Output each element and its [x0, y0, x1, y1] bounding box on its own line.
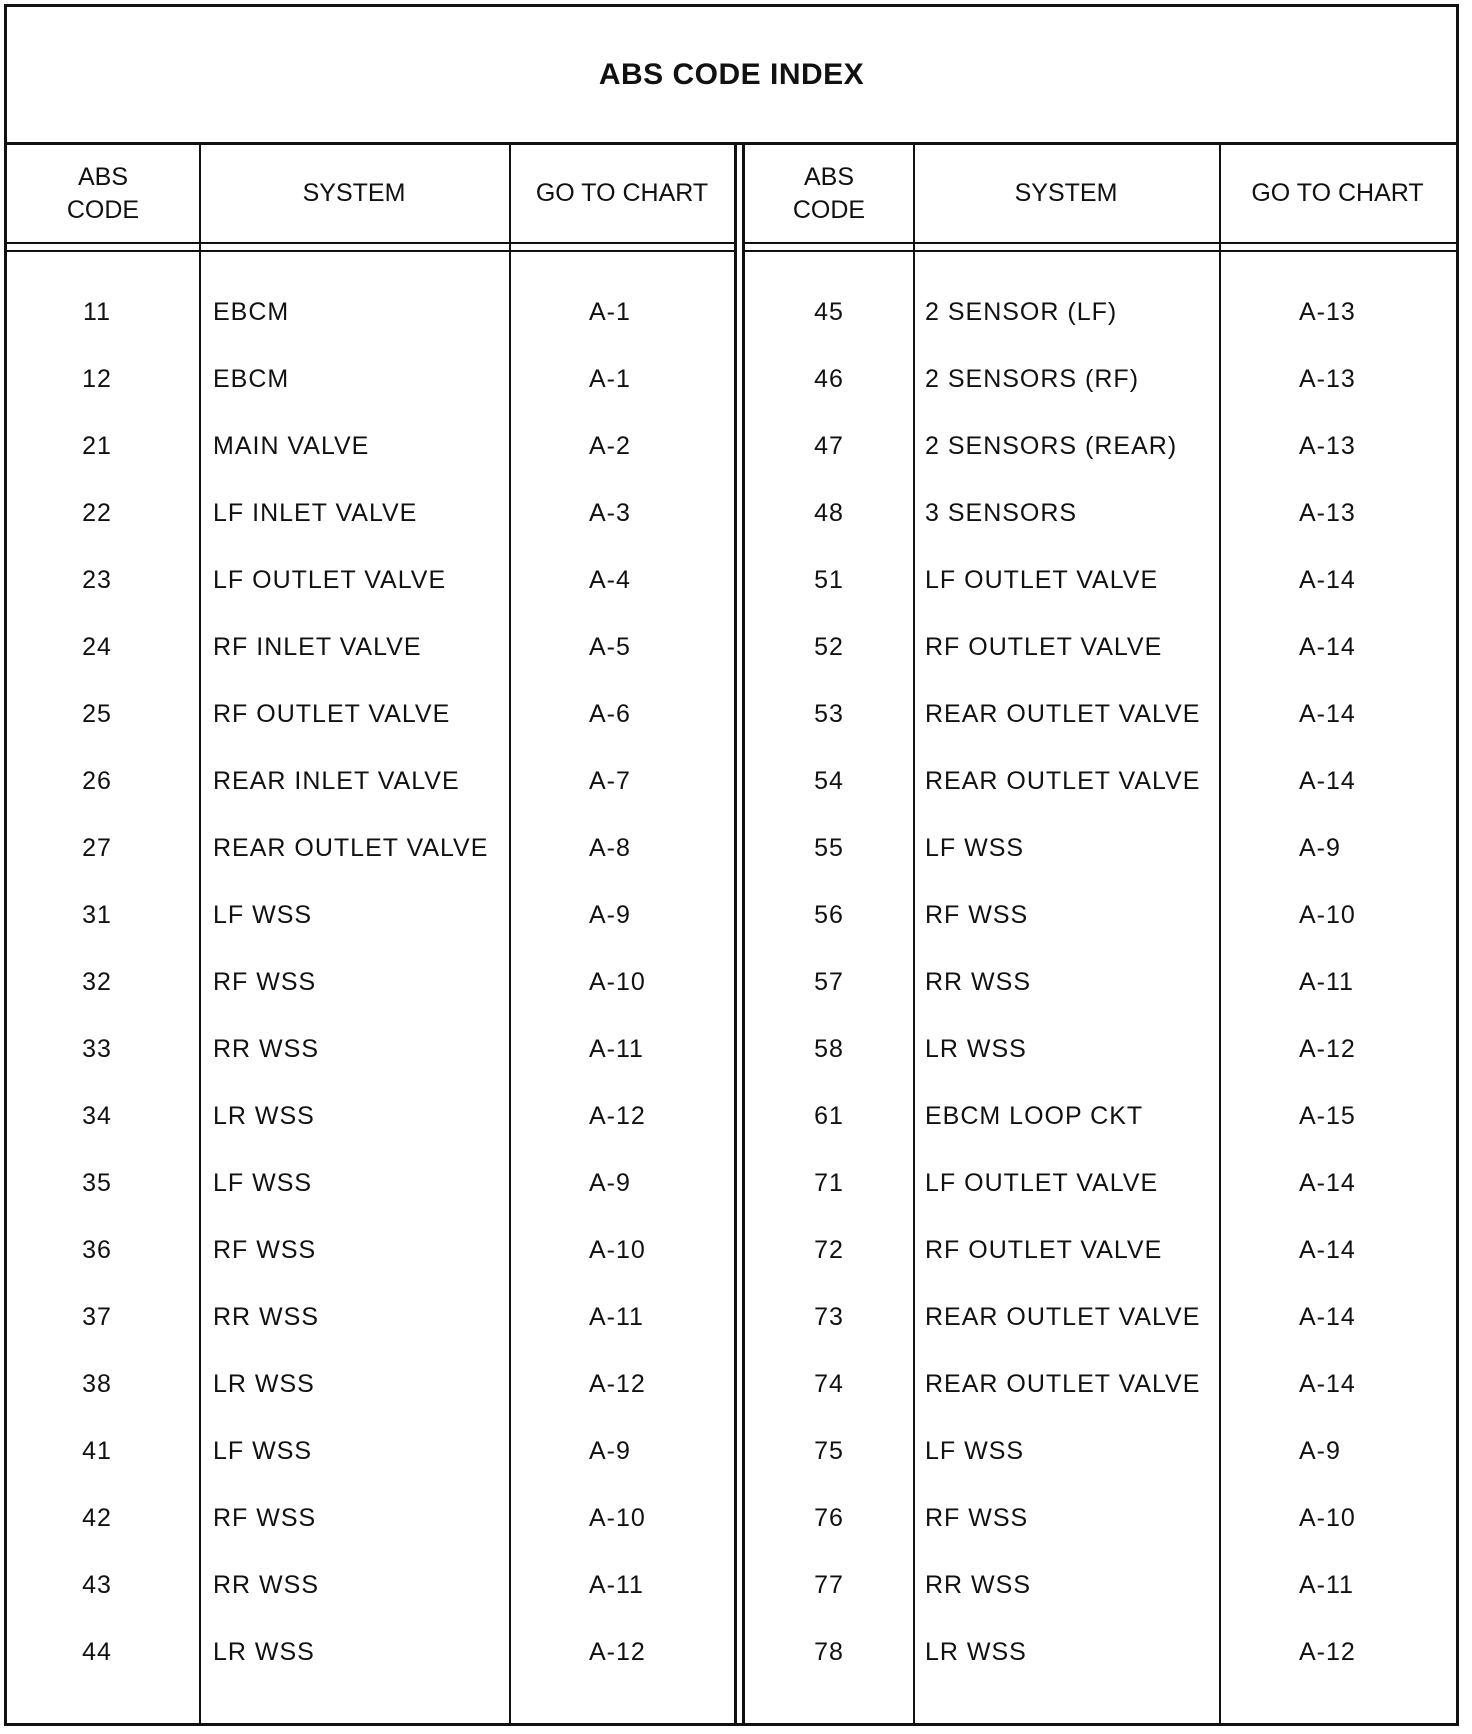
system-cell: REAR OUTLET VALVE	[213, 834, 489, 862]
abs-code-cell: 24	[82, 633, 112, 661]
table-row	[745, 1083, 1456, 1150]
abs-code-cell: 73	[814, 1303, 844, 1331]
table-row	[745, 1284, 1456, 1351]
abs-code-cell: 46	[814, 365, 844, 393]
system-cell: LF WSS	[213, 901, 313, 929]
system-cell: REAR OUTLET VALVE	[925, 700, 1201, 728]
chart-ref-cell: A-11	[1299, 1571, 1354, 1599]
title-bar	[7, 7, 1456, 145]
chart-ref-cell: A-9	[589, 1437, 631, 1465]
table-row	[7, 480, 735, 547]
table-row	[745, 480, 1456, 547]
chart-ref-cell: A-14	[1299, 700, 1356, 728]
header-go-to-chart: GO TO CHART	[535, 179, 709, 207]
chart-ref-cell: A-12	[589, 1102, 646, 1130]
chart-ref-cell: A-12	[589, 1370, 646, 1398]
table-row	[745, 949, 1456, 1016]
system-cell: LR WSS	[213, 1638, 315, 1666]
system-cell: LF OUTLET VALVE	[925, 1169, 1159, 1197]
header-abs-code	[745, 145, 913, 242]
abs-code-cell: 23	[82, 566, 112, 594]
header-abs-code-line2: CODE	[66, 195, 140, 224]
chart-ref-cell: A-8	[589, 834, 631, 862]
table-row	[745, 1619, 1456, 1686]
system-cell: EBCM	[213, 365, 290, 393]
abs-code-cell: 76	[814, 1504, 844, 1532]
abs-code-cell: 56	[814, 901, 844, 929]
chart-ref-cell: A-7	[589, 767, 631, 795]
table-header	[7, 145, 735, 242]
page-title: ABS CODE INDEX	[598, 57, 865, 91]
abs-code-cell: 12	[82, 365, 112, 393]
system-cell: EBCM LOOP CKT	[925, 1102, 1144, 1130]
table-row	[745, 1016, 1456, 1083]
system-cell: RF WSS	[213, 1504, 317, 1532]
chart-ref-cell: A-11	[589, 1571, 644, 1599]
table-row	[7, 1284, 735, 1351]
left-code-table	[7, 145, 735, 1723]
chart-ref-cell: A-13	[1299, 432, 1356, 460]
chart-ref-cell: A-10	[589, 968, 646, 996]
system-cell: RF WSS	[213, 968, 317, 996]
abs-code-cell: 58	[814, 1035, 844, 1063]
chart-ref-cell: A-13	[1299, 298, 1356, 326]
chart-ref-cell: A-1	[589, 298, 631, 326]
header-rule	[7, 250, 735, 252]
abs-code-cell: 53	[814, 700, 844, 728]
chart-ref-cell: A-9	[1299, 1437, 1341, 1465]
abs-code-cell: 34	[82, 1102, 112, 1130]
chart-ref-cell: A-11	[589, 1303, 644, 1331]
abs-code-cell: 22	[82, 499, 112, 527]
chart-ref-cell: A-9	[1299, 834, 1341, 862]
abs-code-cell: 37	[82, 1303, 112, 1331]
chart-ref-cell: A-10	[1299, 901, 1356, 929]
system-cell: RF INLET VALVE	[213, 633, 422, 661]
table-row	[7, 748, 735, 815]
system-cell: LF INLET VALVE	[213, 499, 418, 527]
chart-ref-cell: A-14	[1299, 633, 1356, 661]
chart-ref-cell: A-15	[1299, 1102, 1356, 1130]
table-row	[7, 1619, 735, 1686]
table-row	[745, 748, 1456, 815]
abs-code-cell: 43	[82, 1571, 112, 1599]
abs-code-cell: 11	[83, 298, 111, 326]
system-cell: LF WSS	[213, 1437, 313, 1465]
table-row	[7, 1016, 735, 1083]
chart-ref-cell: A-2	[589, 432, 631, 460]
abs-code-cell: 48	[814, 499, 844, 527]
table-row	[745, 614, 1456, 681]
table-row	[7, 1485, 735, 1552]
abs-code-cell: 52	[814, 633, 844, 661]
chart-ref-cell: A-14	[1299, 1370, 1356, 1398]
table-row	[745, 346, 1456, 413]
table-row	[745, 279, 1456, 346]
chart-ref-cell: A-10	[589, 1236, 646, 1264]
table-row	[7, 681, 735, 748]
abs-code-index-sheet	[4, 4, 1459, 1726]
chart-ref-cell: A-14	[1299, 1236, 1356, 1264]
chart-ref-cell: A-6	[589, 700, 631, 728]
table-row	[7, 949, 735, 1016]
chart-ref-cell: A-10	[589, 1504, 646, 1532]
table-row	[7, 1217, 735, 1284]
system-cell: 2 SENSORS (REAR)	[925, 432, 1178, 460]
chart-ref-cell: A-13	[1299, 365, 1356, 393]
system-cell: RF WSS	[925, 1504, 1029, 1532]
system-cell: LF WSS	[925, 834, 1025, 862]
chart-ref-cell: A-5	[589, 633, 631, 661]
system-cell: LF WSS	[213, 1169, 313, 1197]
system-cell: RF WSS	[925, 901, 1029, 929]
system-cell: MAIN VALVE	[213, 432, 370, 460]
abs-code-cell: 78	[814, 1638, 844, 1666]
system-cell: RR WSS	[925, 1571, 1031, 1599]
table-row	[7, 815, 735, 882]
table-row	[7, 1351, 735, 1418]
table-row	[745, 1552, 1456, 1619]
header-rule	[7, 242, 735, 244]
system-cell: RF OUTLET VALVE	[925, 633, 1163, 661]
system-cell: 3 SENSORS	[925, 499, 1078, 527]
abs-code-cell: 35	[82, 1169, 112, 1197]
chart-ref-cell: A-14	[1299, 767, 1356, 795]
system-cell: RF WSS	[213, 1236, 317, 1264]
abs-code-cell: 57	[814, 968, 844, 996]
system-cell: 2 SENSORS (RF)	[925, 365, 1140, 393]
abs-code-cell: 47	[814, 432, 844, 460]
chart-ref-cell: A-9	[589, 1169, 631, 1197]
abs-code-cell: 38	[82, 1370, 112, 1398]
abs-code-cell: 51	[814, 566, 844, 594]
table-row	[7, 1418, 735, 1485]
system-cell: LR WSS	[925, 1638, 1027, 1666]
chart-ref-cell: A-14	[1299, 1169, 1356, 1197]
abs-code-cell: 54	[814, 767, 844, 795]
chart-ref-cell: A-3	[589, 499, 631, 527]
table-row	[745, 1418, 1456, 1485]
table-body	[7, 279, 735, 1686]
table-row	[745, 681, 1456, 748]
header-go-to-chart: GO TO CHART	[1251, 179, 1424, 207]
abs-code-cell: 61	[814, 1102, 844, 1130]
header-abs-code	[7, 145, 199, 242]
table-row	[7, 1552, 735, 1619]
system-cell: LR WSS	[213, 1102, 315, 1130]
system-cell: RF OUTLET VALVE	[925, 1236, 1163, 1264]
table-row	[745, 882, 1456, 949]
system-cell: 2 SENSOR (LF)	[925, 298, 1118, 326]
abs-code-cell: 25	[82, 700, 112, 728]
system-cell: LF OUTLET VALVE	[213, 566, 447, 594]
abs-code-cell: 42	[82, 1504, 112, 1532]
abs-code-cell: 41	[82, 1437, 112, 1465]
table-row	[7, 882, 735, 949]
abs-code-cell: 74	[814, 1370, 844, 1398]
abs-code-cell: 71	[814, 1169, 844, 1197]
header-abs-code-line1: ABS	[77, 162, 128, 191]
table-header	[745, 145, 1456, 242]
table-row	[745, 1351, 1456, 1418]
abs-code-cell: 33	[82, 1035, 112, 1063]
table-row	[7, 547, 735, 614]
system-cell: LR WSS	[213, 1370, 315, 1398]
header-system: SYSTEM	[302, 179, 406, 207]
table-row	[7, 346, 735, 413]
system-cell: RR WSS	[213, 1303, 319, 1331]
system-cell: REAR INLET VALVE	[213, 767, 460, 795]
abs-code-cell: 36	[82, 1236, 112, 1264]
table-row	[745, 1485, 1456, 1552]
header-rule	[745, 242, 1456, 244]
table-row	[745, 815, 1456, 882]
table-row	[745, 547, 1456, 614]
table-row	[745, 413, 1456, 480]
system-cell: RR WSS	[213, 1571, 319, 1599]
header-rule	[745, 250, 1456, 252]
header-abs-code-line2: CODE	[792, 195, 866, 224]
chart-ref-cell: A-11	[1299, 968, 1354, 996]
abs-code-cell: 21	[82, 432, 112, 460]
abs-code-cell: 44	[82, 1638, 112, 1666]
system-cell: RR WSS	[213, 1035, 319, 1063]
table-row	[7, 1150, 735, 1217]
system-cell: LR WSS	[925, 1035, 1027, 1063]
abs-code-cell: 55	[814, 834, 844, 862]
abs-code-cell: 75	[814, 1437, 844, 1465]
table-row	[7, 1083, 735, 1150]
abs-code-cell: 32	[82, 968, 112, 996]
header-system: SYSTEM	[1014, 179, 1118, 207]
table-row	[7, 279, 735, 346]
system-cell: REAR OUTLET VALVE	[925, 1370, 1201, 1398]
system-cell: EBCM	[213, 298, 290, 326]
system-cell: LF WSS	[925, 1437, 1025, 1465]
system-cell: LF OUTLET VALVE	[925, 566, 1159, 594]
abs-code-cell: 31	[82, 901, 112, 929]
abs-code-cell: 72	[814, 1236, 844, 1264]
chart-ref-cell: A-9	[589, 901, 631, 929]
chart-ref-cell: A-4	[589, 566, 631, 594]
abs-code-cell: 26	[82, 767, 112, 795]
chart-ref-cell: A-14	[1299, 566, 1356, 594]
header-abs-code-line1: ABS	[803, 162, 854, 191]
table-body	[745, 279, 1456, 1686]
chart-ref-cell: A-12	[1299, 1035, 1356, 1063]
chart-ref-cell: A-14	[1299, 1303, 1356, 1331]
right-code-table	[745, 145, 1456, 1723]
table-row	[745, 1217, 1456, 1284]
system-cell: RR WSS	[925, 968, 1031, 996]
table-row	[745, 1150, 1456, 1217]
abs-code-cell: 77	[814, 1571, 844, 1599]
table-row	[7, 614, 735, 681]
chart-ref-cell: A-1	[589, 365, 631, 393]
abs-code-cell: 27	[82, 834, 112, 862]
table-row	[7, 413, 735, 480]
system-cell: REAR OUTLET VALVE	[925, 1303, 1201, 1331]
system-cell: RF OUTLET VALVE	[213, 700, 451, 728]
system-cell: REAR OUTLET VALVE	[925, 767, 1201, 795]
abs-code-cell: 45	[814, 298, 844, 326]
chart-ref-cell: A-13	[1299, 499, 1356, 527]
chart-ref-cell: A-10	[1299, 1504, 1356, 1532]
chart-ref-cell: A-11	[589, 1035, 644, 1063]
chart-ref-cell: A-12	[1299, 1638, 1356, 1666]
chart-ref-cell: A-12	[589, 1638, 646, 1666]
